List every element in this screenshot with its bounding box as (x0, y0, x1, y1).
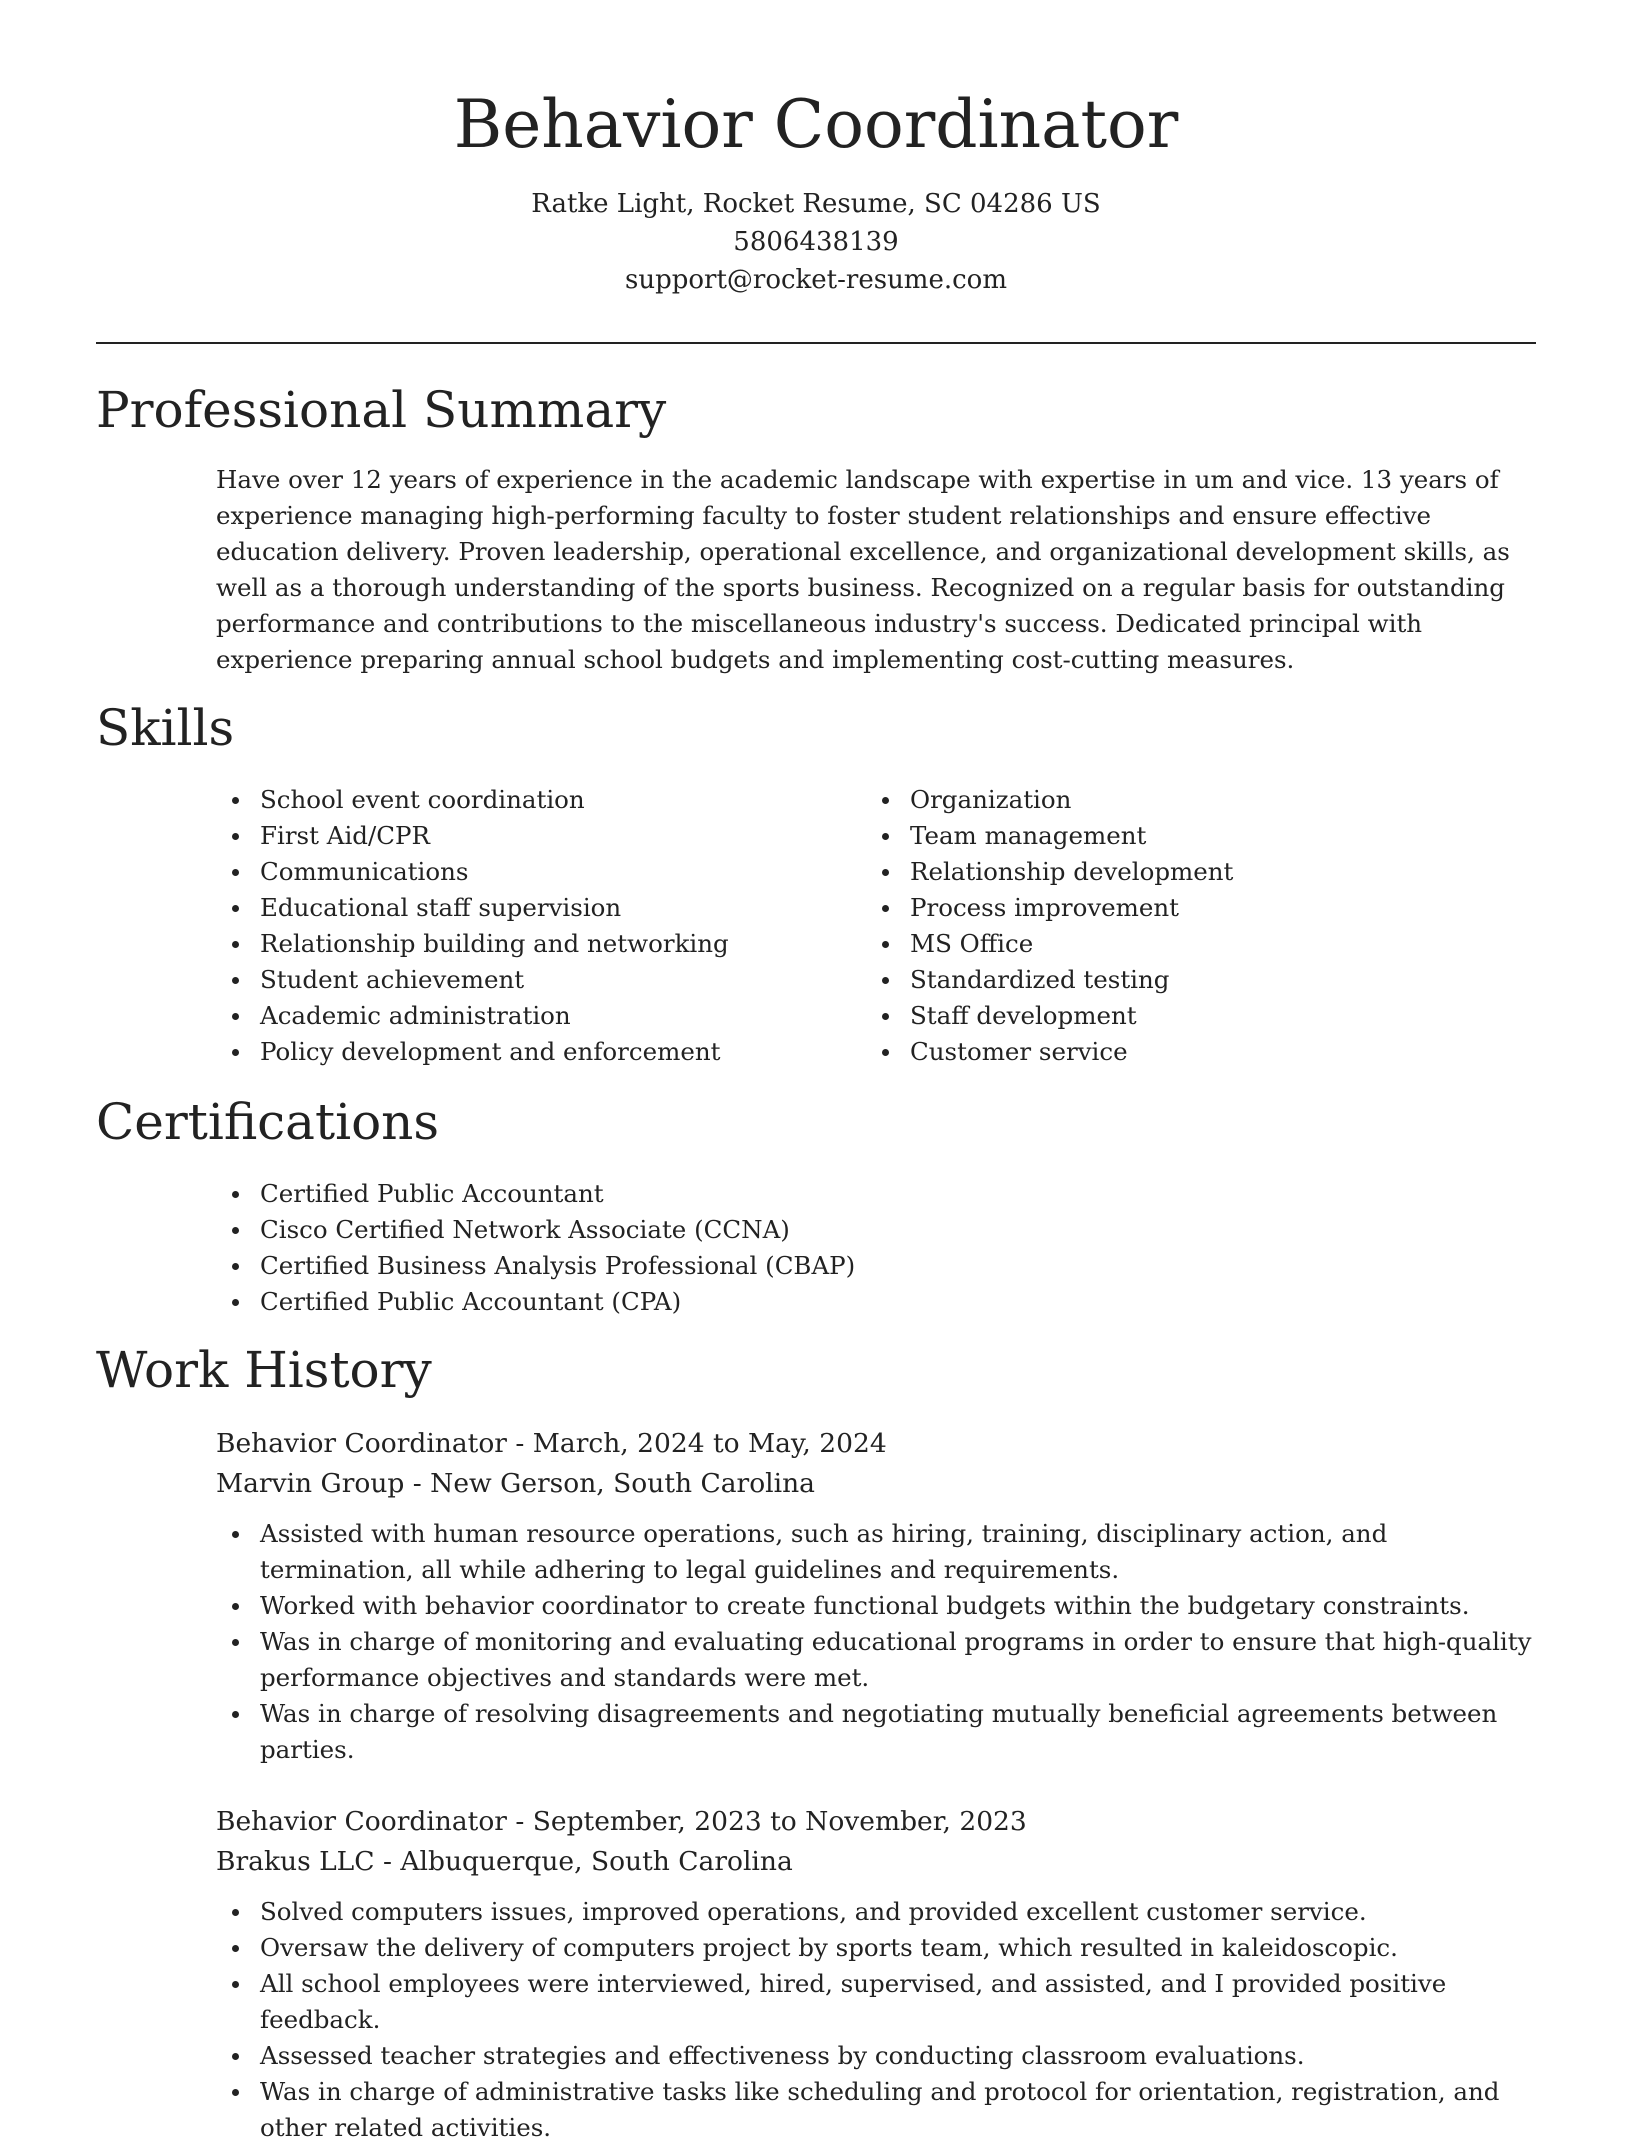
skill-item: Team management (866, 818, 1506, 854)
job-entry (216, 1424, 1536, 1768)
skill-item: Student achievement (216, 962, 856, 998)
skill-item: Relationship building and networking (216, 926, 856, 962)
summary-heading: Professional Summary (96, 381, 667, 439)
email: support@rocket-resume.com (624, 265, 1007, 295)
skill-item: Communications (216, 854, 856, 890)
address: Ratke Light, Rocket Resume, SC 04286 US (531, 189, 1101, 219)
job-bullet: Oversaw the delivery of computers project by sports team, which resulted in kaleidoscopic. (216, 1930, 1536, 1966)
job-bullet: Was in charge of monitoring and evaluating educational programs in order to ensure that high-quality performance objectives and standards were met. (216, 1624, 1536, 1696)
skill-item: Staff development (866, 998, 1506, 1034)
job-title-line (216, 1802, 1536, 1842)
skill-item: Organization (866, 782, 1506, 818)
skill-item: Academic administration (216, 998, 856, 1034)
job-entry (216, 1802, 1536, 2146)
job-bullet: Was in charge of administrative tasks like scheduling and protocol for orientation, registration, and other related activities. (216, 2074, 1536, 2146)
skill-item: Process improvement (866, 890, 1506, 926)
skills-heading: Skills (96, 699, 235, 757)
skill-item: School event coordination (216, 782, 856, 818)
header-divider (96, 342, 1536, 344)
job-title: Behavior Coordinator (216, 1428, 507, 1459)
skill-item: Policy development and enforcement (216, 1034, 856, 1070)
certifications-heading: Certifications (96, 1093, 440, 1151)
job-company: Brakus LLC (216, 1846, 375, 1877)
work-history-heading: Work History (96, 1341, 432, 1399)
job-bullet: Assessed teacher strategies and effectiveness by conducting classroom evaluations. (216, 2038, 1536, 2074)
job-bullet: Worked with behavior coordinator to create functional budgets within the budgetary constraints. (216, 1588, 1536, 1624)
job-bullets (216, 1894, 1536, 2146)
job-title: Behavior Coordinator (216, 1806, 507, 1837)
contact-info (0, 185, 1632, 299)
certification-item: Certified Business Analysis Professional (CBAP) (216, 1248, 1536, 1284)
job-dates: - March, 2024 to May, 2024 (506, 1428, 887, 1459)
resume-header (0, 85, 1632, 299)
skills-list-left (216, 782, 856, 1070)
job-title-line (216, 1424, 1536, 1464)
summary-text: Have over 12 years of experience in the academic landscape with expertise in um and vice. 13 years of experience managing high-performing faculty to foster student relationships and ensure effective education delivery. Proven leadership, operational excellence, and organizational development skills, as well as a thorough understanding of the sports business. Recognized on a regular basis for outstanding performance and contributions to the miscellaneous industry's success. Dedicated principal with experience preparing annual school budgets and implementing cost-cutting measures. (216, 465, 1510, 674)
job-bullet: Was in charge of resolving disagreements and negotiating mutually beneficial agreements between parties. (216, 1696, 1536, 1768)
job-bullets (216, 1516, 1536, 1768)
skill-item: Customer service (866, 1034, 1506, 1070)
phone: 5806438139 (733, 227, 899, 257)
job-company: Marvin Group (216, 1468, 405, 1499)
job-bullet: All school employees were interviewed, hired, supervised, and assisted, and I provided positive feedback. (216, 1966, 1536, 2038)
job-location: - Albuquerque, South Carolina (374, 1846, 793, 1877)
certification-item: Certified Public Accountant (216, 1176, 1536, 1212)
certification-item: Cisco Certified Network Associate (CCNA) (216, 1212, 1536, 1248)
certification-item: Certified Public Accountant (CPA) (216, 1284, 1536, 1320)
skill-item: First Aid/CPR (216, 818, 856, 854)
skills-list-right (866, 782, 1506, 1070)
skill-item: MS Office (866, 926, 1506, 962)
job-bullet: Solved computers issues, improved operations, and provided excellent customer service. (216, 1894, 1536, 1930)
skill-item: Standardized testing (866, 962, 1506, 998)
skill-item: Educational staff supervision (216, 890, 856, 926)
job-location: - New Gerson, South Carolina (404, 1468, 815, 1499)
job-company-line (216, 1842, 1536, 1882)
job-company-line (216, 1464, 1536, 1504)
candidate-name: Behavior Coordinator (453, 86, 1179, 163)
certifications-list (216, 1176, 1536, 1320)
job-bullet: Assisted with human resource operations, such as hiring, training, disciplinary action, and termination, all while adhering to legal guidelines and requirements. (216, 1516, 1536, 1588)
skill-item: Relationship development (866, 854, 1506, 890)
job-dates: - September, 2023 to November, 2023 (506, 1806, 1027, 1837)
